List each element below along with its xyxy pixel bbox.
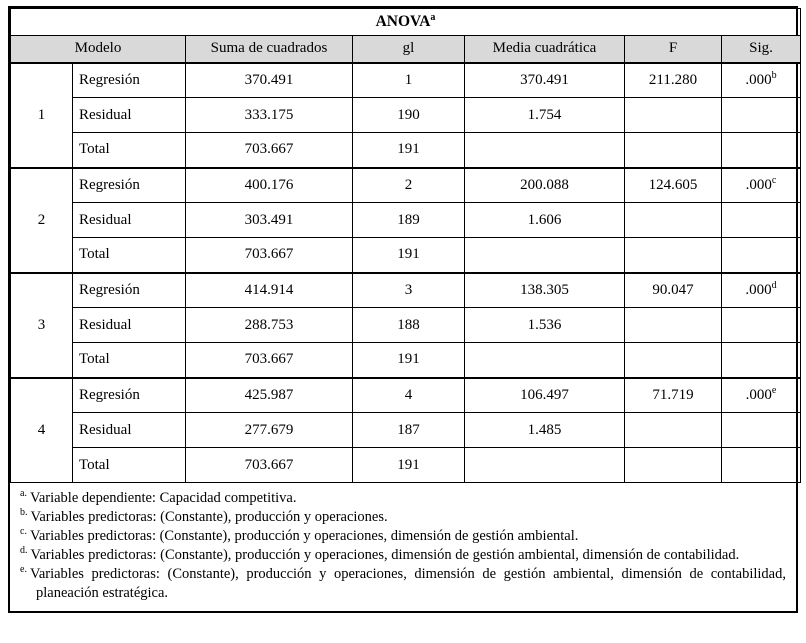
cell-suma: 288.753: [186, 308, 353, 343]
sig-value: .000: [745, 71, 772, 88]
footnote-marker: b.: [20, 507, 28, 519]
cell-sig: [722, 238, 801, 273]
cell-sig: [722, 378, 801, 413]
table-title: [11, 9, 801, 36]
cell-gl: 190: [353, 98, 465, 133]
table-title-row: [11, 9, 801, 36]
cell-media: 200.088: [465, 168, 625, 203]
cell-gl: 191: [353, 238, 465, 273]
row-label: Total: [73, 238, 186, 273]
footnote-c: [20, 527, 786, 546]
cell-sig: [722, 168, 801, 203]
header-media-cuadratica: Media cuadrática: [465, 36, 625, 63]
table-row: [11, 63, 801, 98]
footnote-b: [20, 508, 786, 527]
row-label: Residual: [73, 308, 186, 343]
cell-f: [625, 133, 722, 168]
model-number: 2: [11, 168, 73, 273]
cell-media: 1.606: [465, 203, 625, 238]
cell-gl: 2: [353, 168, 465, 203]
cell-sig: [722, 308, 801, 343]
cell-f: [625, 203, 722, 238]
footnote-text: Variables predictoras: (Constante), producción y operaciones.: [30, 509, 388, 525]
cell-suma: 703.667: [186, 238, 353, 273]
model-number: 1: [11, 63, 73, 168]
sig-superscript: e: [771, 384, 777, 396]
cell-f: [625, 98, 722, 133]
cell-f: 71.719: [625, 378, 722, 413]
cell-suma: 400.176: [186, 168, 353, 203]
table-row: [11, 133, 801, 168]
footnotes: [10, 483, 796, 611]
cell-sig: [722, 413, 801, 448]
cell-gl: 3: [353, 273, 465, 308]
cell-sig: [722, 203, 801, 238]
row-label: Residual: [73, 413, 186, 448]
cell-sig: [722, 343, 801, 378]
cell-suma: 703.667: [186, 133, 353, 168]
cell-media: [465, 238, 625, 273]
cell-gl: 188: [353, 308, 465, 343]
model-number: 4: [11, 378, 73, 483]
row-label: Regresión: [73, 378, 186, 413]
cell-gl: 187: [353, 413, 465, 448]
table-row: [11, 308, 801, 343]
cell-f: 124.605: [625, 168, 722, 203]
sig-superscript: b: [771, 69, 777, 81]
model-number: 3: [11, 273, 73, 378]
cell-f: [625, 238, 722, 273]
footnote-marker: e.: [20, 564, 27, 576]
row-label: Residual: [73, 98, 186, 133]
cell-suma: 425.987: [186, 378, 353, 413]
cell-f: [625, 343, 722, 378]
footnote-text: Variables predictoras: (Constante), producción y operaciones, dimensión de gestión ambiental.: [29, 528, 579, 544]
table-row: [11, 168, 801, 203]
footnote-marker: c.: [20, 526, 27, 538]
cell-suma: 333.175: [186, 98, 353, 133]
table-header-row: [11, 36, 801, 63]
table-row: [11, 98, 801, 133]
cell-gl: 191: [353, 343, 465, 378]
header-suma-de-cuadrados: Suma de cuadrados: [186, 36, 353, 63]
cell-media: [465, 448, 625, 483]
header-gl: gl: [353, 36, 465, 63]
table-row: [11, 343, 801, 378]
row-label: Regresión: [73, 63, 186, 98]
cell-gl: 191: [353, 448, 465, 483]
cell-suma: 303.491: [186, 203, 353, 238]
sig-value: .000: [745, 281, 772, 298]
sig-superscript: d: [771, 279, 777, 291]
table-row: [11, 448, 801, 483]
cell-sig: [722, 63, 801, 98]
cell-sig: [722, 133, 801, 168]
footnote-marker: a.: [20, 488, 27, 500]
cell-suma: 370.491: [186, 63, 353, 98]
cell-f: 211.280: [625, 63, 722, 98]
cell-media: [465, 343, 625, 378]
cell-suma: 414.914: [186, 273, 353, 308]
footnote-text: Variable dependiente: Capacidad competitiva.: [29, 490, 297, 506]
row-label: Residual: [73, 203, 186, 238]
footnote-text: Variables predictoras: (Constante), producción y operaciones, dimensión de gestión ambiental, dimensión de contabilidad.: [30, 547, 740, 563]
cell-media: [465, 133, 625, 168]
cell-media: 370.491: [465, 63, 625, 98]
footnote-a: [20, 489, 786, 508]
cell-f: [625, 413, 722, 448]
cell-gl: 4: [353, 378, 465, 413]
header-f: F: [625, 36, 722, 63]
footnote-d: [20, 546, 786, 565]
cell-media: 1.754: [465, 98, 625, 133]
cell-suma: 277.679: [186, 413, 353, 448]
cell-gl: 1: [353, 63, 465, 98]
footnote-text: Variables predictoras: (Constante), producción y operaciones, dimensión de gestión ambiental, dimensión de contabilidad, planeación estratégica.: [29, 566, 786, 601]
sig-value: .000: [745, 386, 772, 403]
table-row: [11, 273, 801, 308]
cell-f: [625, 308, 722, 343]
row-label: Total: [73, 133, 186, 168]
row-label: Regresión: [73, 168, 186, 203]
table-title-text: ANOVA: [375, 13, 431, 30]
cell-media: 138.305: [465, 273, 625, 308]
table-row: [11, 238, 801, 273]
title-superscript: a: [430, 11, 436, 23]
cell-gl: 189: [353, 203, 465, 238]
cell-sig: [722, 98, 801, 133]
anova-table: [10, 8, 801, 483]
cell-media: 106.497: [465, 378, 625, 413]
table-row: [11, 203, 801, 238]
cell-sig: [722, 273, 801, 308]
cell-suma: 703.667: [186, 343, 353, 378]
sig-value: .000: [745, 176, 772, 193]
row-label: Total: [73, 448, 186, 483]
footnote-e: [20, 565, 786, 603]
footnote-marker: d.: [20, 545, 28, 557]
row-label: Total: [73, 343, 186, 378]
cell-f: 90.047: [625, 273, 722, 308]
cell-suma: 703.667: [186, 448, 353, 483]
table-row: [11, 413, 801, 448]
cell-sig: [722, 448, 801, 483]
anova-table-frame: [8, 6, 798, 613]
cell-media: 1.536: [465, 308, 625, 343]
table-row: [11, 378, 801, 413]
row-label: Regresión: [73, 273, 186, 308]
cell-media: 1.485: [465, 413, 625, 448]
cell-gl: 191: [353, 133, 465, 168]
header-modelo: Modelo: [11, 36, 186, 63]
header-sig: Sig.: [722, 36, 801, 63]
cell-f: [625, 448, 722, 483]
sig-superscript: c: [771, 174, 777, 186]
